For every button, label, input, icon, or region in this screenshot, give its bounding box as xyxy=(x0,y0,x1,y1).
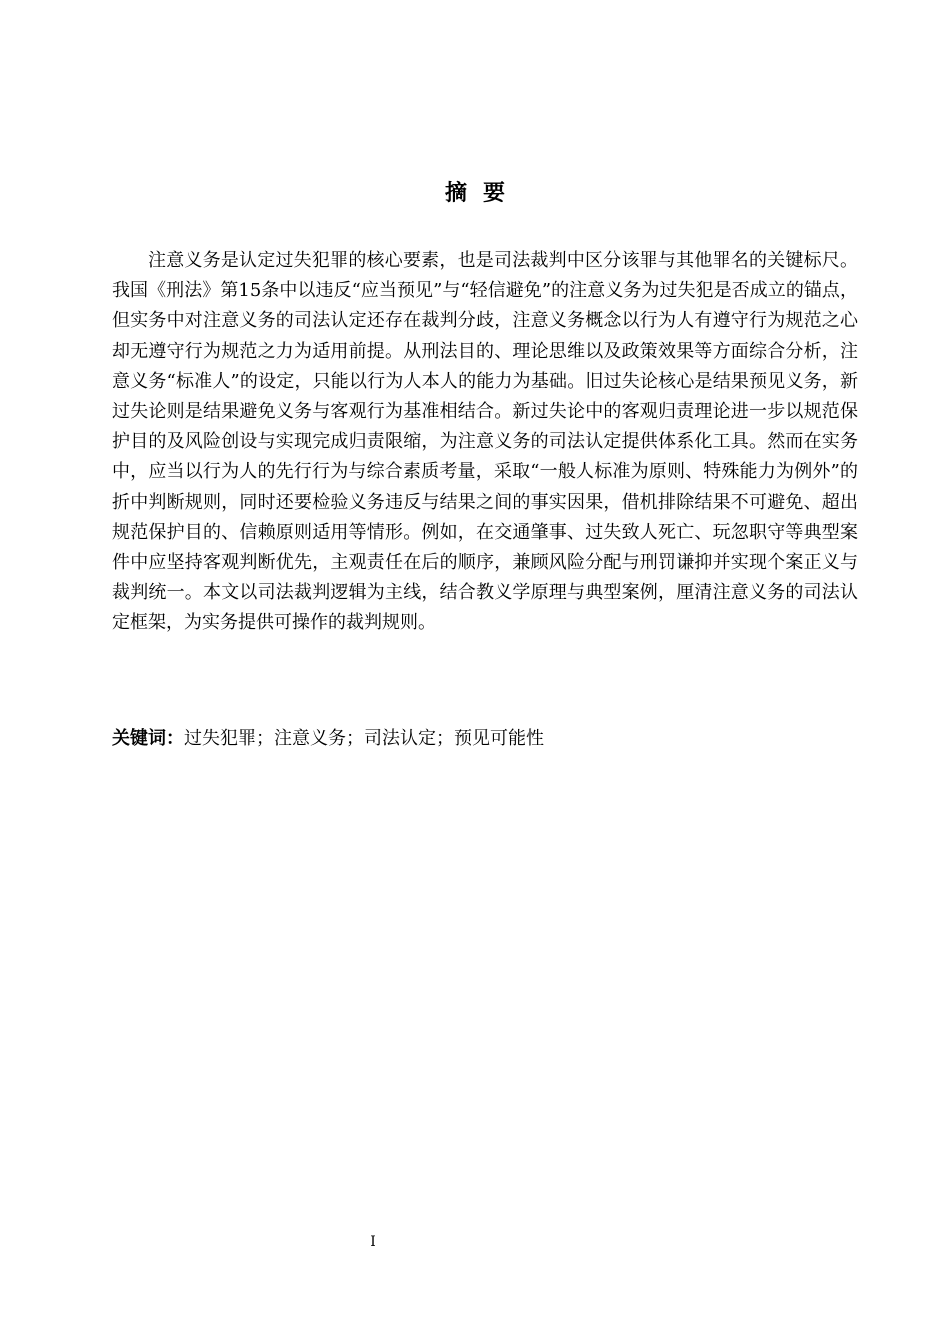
abstract-title: 摘要 xyxy=(444,181,521,206)
keywords-label: 关键词： xyxy=(112,728,184,749)
page-number: I xyxy=(370,1234,376,1250)
keywords-text: 过失犯罪；注意义务；司法认定；预见可能性 xyxy=(184,728,544,749)
abstract-body: 注意义务是认定过失犯罪的核心要素，也是司法裁判中区分该罪与其他罪名的关键标尺。我国《刑法》第15条中以违反“应当预见”与“轻信避免”的注意义务为过失犯是否成立的锚点，但实务中对注意义务的司法认定还存在裁判分歧，注意义务概念以行为人有遵守行为规范之心却无遵守行为规范之力为适用前提。从刑法目的、理论思维以及政策效果等方面综合分析，注意义务“标准人”的设定，只能以行为人本人的能力为基础。旧过失论核心是结果预见义务，新过失论则是结果避免义务与客观行为基准相结合。新过失论中的客观归责理论进一步以规范保护目的及风险创设与实现完成归责限缩，为注意义务的司法认定提供体系化工具。然而在实务中，应当以行为人的先行行为与综合素质考量，采取“一般人标准为原则、特殊能力为例外”的折中判断规则，同时还要检验义务违反与结果之间的事实因果，借机排除结果不可避免、超出规范保护目的、信赖原则适用等情形。例如，在交通肇事、过失致人死亡、玩忽职守等典型案件中应坚持客观判断优先，主观责任在后的顺序，兼顾风险分配与刑罚谦抑并实现个案正义与裁判统一。本文以司法裁判逻辑为主线，结合教义学原理与典型案例，厘清注意义务的司法认定框架，为实务提供可操作的裁判规则。 xyxy=(112,250,858,634)
keywords-line xyxy=(112,724,858,754)
